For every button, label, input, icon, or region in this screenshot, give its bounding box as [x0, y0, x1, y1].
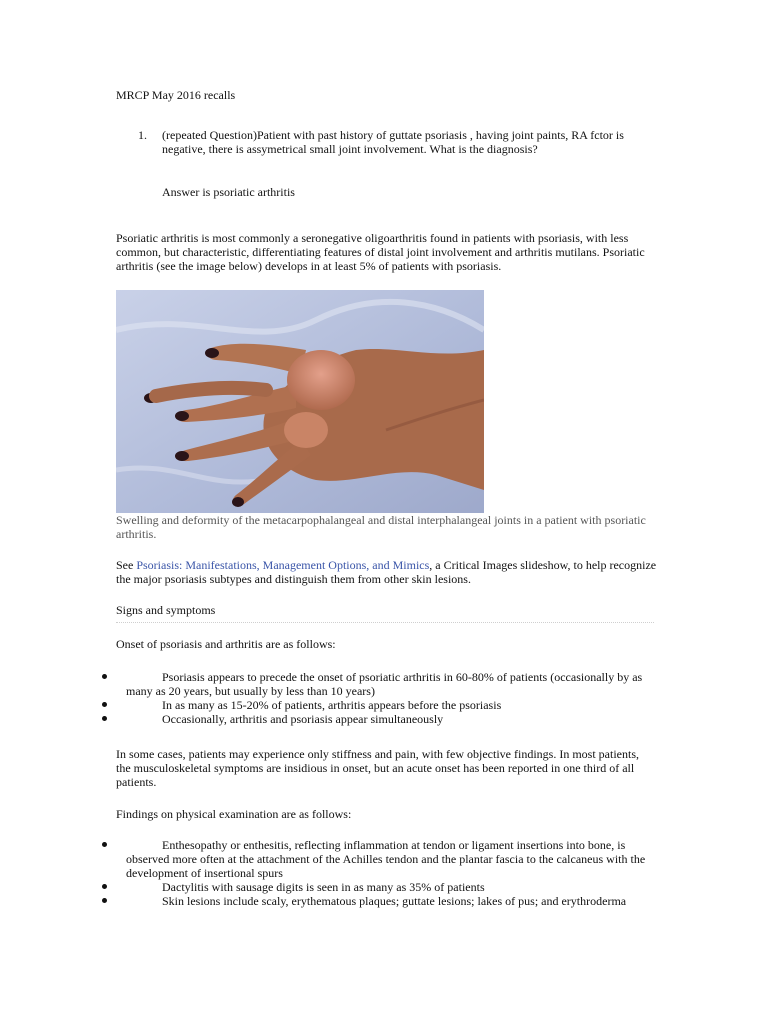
- question-number: 1.: [138, 128, 147, 142]
- see-prefix: See: [116, 558, 137, 572]
- signs-heading: Signs and symptoms: [116, 603, 654, 623]
- list-item: [100, 712, 660, 726]
- list-item: [100, 698, 660, 712]
- stiffness-paragraph: In some cases, patients may experience only stiffness and pain, with few objective findings. In most patients, the musculoskeletal symptoms are insidious in onset, but an acute onset has been reported in one third of all patients.: [116, 747, 639, 789]
- list-item-text: Enthesopathy or enthesitis, reflecting inflammation at tendon or ligament insertions into bone, is observed more often at the attachment of the Achilles tendon and the plantar fascia to the calcaneus with the development of insertional spurs: [126, 838, 646, 880]
- answer-text: Answer is psoriatic arthritis: [162, 185, 295, 199]
- intro-paragraph: Psoriatic arthritis is most commonly a seronegative oligoarthritis found in patients with psoriasis, with less common, but characteristic, differentiating features of distal joint involvement and arthritis mutilans. Psoriatic arthritis (see the image below) develops in at least 5% of patients with psoriasis.: [116, 231, 645, 273]
- onset-intro: Onset of psoriasis and arthritis are as follows:: [116, 637, 336, 651]
- list-item-text: Psoriasis appears to precede the onset of psoriatic arthritis in 60-80% of patients (occasionally by as many as 20 years, but usually by less than 10 years): [126, 670, 643, 698]
- list-item: [100, 670, 660, 698]
- list-item-text: Occasionally, arthritis and psoriasis appear simultaneously: [162, 712, 444, 726]
- list-item: [100, 894, 660, 908]
- list-item: [100, 838, 660, 880]
- bullet-icon: [102, 842, 107, 847]
- bullet-icon: [102, 674, 107, 679]
- page-title: MRCP May 2016 recalls: [116, 88, 236, 102]
- see-suffix: , a Critical Images slideshow, to help recognize the major psoriasis subtypes and distinguish them from other skin lesions.: [116, 558, 657, 586]
- bullet-icon: [102, 898, 107, 903]
- list-item-text: Skin lesions include scaly, erythematous plaques; guttate lesions; lakes of pus; and erythroderma: [162, 894, 627, 908]
- list-item-text: Dactylitis with sausage digits is seen in as many as 35% of patients: [162, 880, 485, 894]
- slideshow-link[interactable]: Psoriasis: Manifestations, Management Options, and Mimics: [136, 558, 430, 572]
- bullet-icon: [102, 884, 107, 889]
- list-item-text: In as many as 15-20% of patients, arthritis appears before the psoriasis: [162, 698, 502, 712]
- bullet-icon: [102, 716, 107, 721]
- findings-intro: Findings on physical examination are as follows:: [116, 807, 352, 821]
- findings-list: [100, 838, 660, 908]
- see-also-paragraph: [116, 558, 661, 586]
- bullet-icon: [102, 702, 107, 707]
- hand-photo: [116, 290, 484, 513]
- hand-photo-illustration: [116, 290, 484, 513]
- question-text: (repeated Question)Patient with past history of guttate psoriasis , having joint paints, RA fctor is negative, there is assymetrical small joint involvement. What is the diagnosis?: [162, 128, 624, 156]
- list-item: [100, 880, 660, 894]
- onset-list: [100, 670, 660, 726]
- figure-caption: Swelling and deformity of the metacarpophalangeal and distal interphalangeal joints in a patient with psoriatic arthritis.: [116, 513, 646, 541]
